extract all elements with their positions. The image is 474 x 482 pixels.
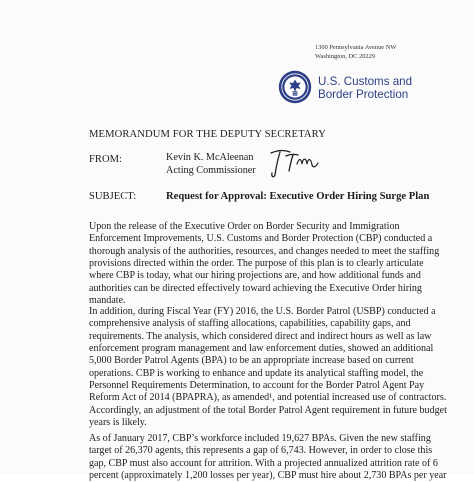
paragraph-line: target of 26,370 agents, this represents a gap of 6,743. However, in order to close this [89,445,433,457]
paragraph-line: As of January 2017, CBP’s workforce included 19,627 BPAs. Given the new staffing [89,433,431,444]
paragraph-line: 5,000 Border Patrol Agents (BPA) to be an appropriate increase based on current [89,355,414,367]
subject-text: Request for Approval: Executive Order Hiring Surge Plan [166,191,430,202]
agency-name-line-2: Border Protection [318,88,409,101]
paragraph-line: mandate. [89,295,126,307]
paragraph-line: thorough analysis of the authorities, resources, and changes needed to meet the staffing [89,245,440,257]
paragraph-line: provisions directed within the order. The purpose of this plan is to clearly articulate [89,258,424,270]
from-block [166,152,256,177]
subject-label: SUBJECT: [89,191,137,202]
dhs-seal-icon [278,70,312,104]
address-line-1: 1300 Pennsylvania Avenue NW [315,44,397,51]
body-paragraph-2 [89,306,447,429]
agency-address [315,44,396,61]
agency-name-line-1: U.S. Customs and [318,75,413,88]
from-title: Acting Commissioner [166,164,256,176]
paragraph-line: comprehensive analysis of staffing allocations, capabilities, capability gaps, and [89,318,411,330]
paragraph-line: Accordingly, an adjustment of the total Border Patrol Agent requirement in future budget [89,404,447,416]
agency-name [318,75,412,101]
paragraph-line: Upon the release of the Executive Order on Border Security and Immigration [89,221,400,232]
body-paragraph-3 [89,433,447,482]
paragraph-line: Reform Act of 2014 (BPAPRA), as amended¹, and potential increased use of contractors. [89,392,447,404]
paragraph-line: operations. CBP is working to enhance and update its analytical staffing model, the [89,367,424,379]
paragraph-line: gap, CBP must also account for attrition. With a projected annualized attrition rate of 6 [89,457,438,469]
paragraph-line: Enforcement Improvements, U.S. Customs and Border Protection (CBP) conducted a [89,233,433,245]
memo-title: MEMORANDUM FOR THE DEPUTY SECRETARY [89,129,326,140]
address-line-2: Washington, DC 20229 [315,52,376,60]
paragraph-line: Personnel Requirements Determination, to account for the Border Patrol Agent Pay [89,380,425,392]
paragraph-line: enforcement program management and law enforcement duties, showed an additional [89,343,434,355]
paragraph-line: requirements. The analysis, which considered direct and indirect hours as well as law [89,330,432,342]
paragraph-line: percent (approximately 1,200 losses per year), CBP must hire about 2,730 BPAs per year [89,470,447,482]
from-label: FROM: [89,154,122,165]
paragraph-line: authorities can be directed effectively toward achieving the Executive Order hiring [89,282,422,294]
paragraph-line: years is likely. [89,417,147,429]
paragraph-line: where CBP is today, what our hiring projections are, and how additional funds and [89,270,421,282]
paragraph-line: In addition, during Fiscal Year (FY) 2016, the U.S. Border Patrol (USBP) conducted a [89,306,436,317]
from-name: Kevin K. McAleenan [166,152,254,163]
body-paragraph-1 [89,221,439,307]
handwritten-signature [268,144,320,180]
